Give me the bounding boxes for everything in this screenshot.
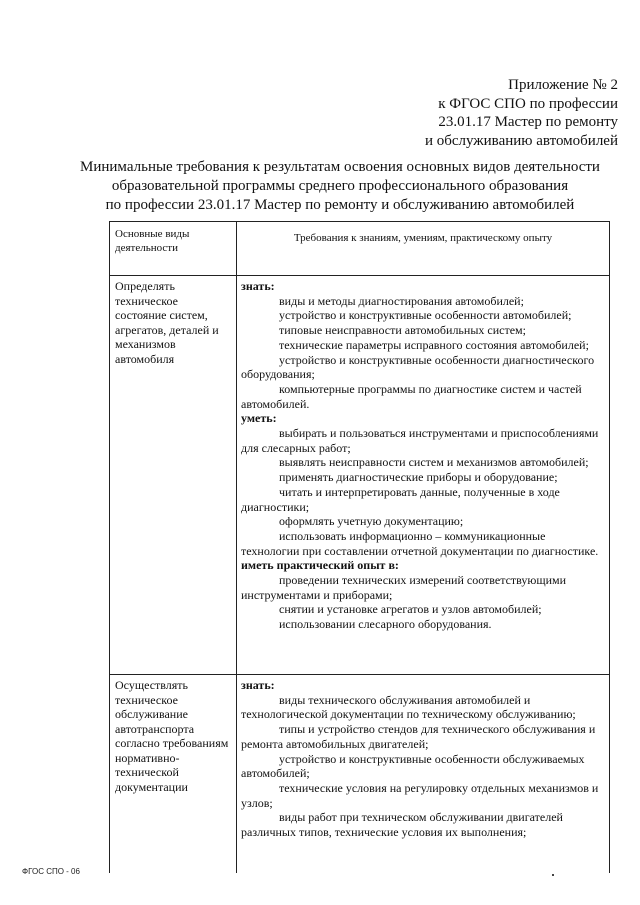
requirement-item: типовые неисправности автомобильных систем; [279, 323, 526, 338]
section-label: иметь практический опыт в: [241, 558, 399, 573]
requirement-item: проведении технических измерений соответствующими инструментами и приборами; [241, 573, 567, 602]
header-activities: Основные виды деятельности [110, 222, 237, 276]
requirement-item: виды работ при техническом обслуживании двигателей различных типов, технические условия их выполнения; [241, 810, 563, 840]
requirement-item: технические параметры исправного состояния автомобилей; [279, 337, 589, 352]
requirement-item: устройство и конструктивные особенности автомобилей; [279, 308, 572, 323]
requirement-item: применять диагностические приборы и оборудование; [279, 470, 558, 485]
requirement-item: виды технического обслуживания автомобилей и технологической документации по техническому обслуживанию; [241, 692, 576, 722]
table-row [110, 675, 610, 874]
requirement-item: компьютерные программы по диагностике систем и частей автомобилей. [241, 381, 582, 411]
requirement-item: использовании слесарного оборудования. [279, 617, 492, 632]
requirements-table [109, 221, 610, 873]
requirement-item: технические условия на регулировку отдельных механизмов и узлов; [241, 780, 599, 810]
activity-cell: Определять техническое состояние систем, агрегатов, деталей и механизмов автомобиля [110, 276, 237, 675]
requirement-item: использовать информационно – коммуникационные технологии при составлении отчетной документации по диагностике. [241, 528, 599, 558]
title-line: образовательной программы среднего профессионального образования [111, 178, 569, 194]
document-title [60, 158, 620, 215]
section-label: знать: [241, 279, 275, 293]
table-header-row [110, 222, 610, 276]
requirement-item: снятии и установке агрегатов и узлов автомобилей; [279, 602, 542, 617]
requirement-item: виды и методы диагностирования автомобилей; [279, 293, 524, 308]
requirements-cell [237, 276, 610, 675]
activity-cell: Осуществлять техническое обслуживание автотранспорта согласно требованиям нормативно-технической документации [110, 675, 237, 874]
requirement-item: читать и интерпретировать данные, полученные в ходе диагностики; [241, 484, 560, 514]
requirement-item: устройство и конструктивные особенности обслуживаемых автомобилей; [241, 751, 585, 781]
section-label: знать: [241, 678, 275, 692]
requirements-cell [237, 675, 610, 874]
table-row [110, 276, 610, 675]
requirement-item: оформлять учетную документацию; [279, 514, 464, 529]
header-requirements: Требования к знаниям, умениям, практическому опыту [237, 222, 610, 276]
title-line: Минимальные требования к результатам освоения основных видов деятельности [80, 159, 600, 175]
appendix-line: Приложение № 2 [508, 77, 618, 93]
title-line: по профессии 23.01.17 Мастер по ремонту и обслуживанию автомобилей [105, 197, 575, 213]
appendix-line: 23.01.17 Мастер по ремонту [438, 114, 618, 130]
appendix-heading [318, 76, 618, 150]
appendix-line: и обслуживанию автомобилей [424, 132, 618, 149]
requirement-item: выявлять неисправности систем и механизмов автомобилей; [279, 455, 589, 470]
requirement-item: выбирать и пользоваться инструментами и приспособлениями для слесарных работ; [241, 426, 599, 455]
requirement-item: устройство и конструктивные особенности диагностического оборудования; [241, 352, 595, 382]
scan-speck [552, 874, 554, 876]
requirement-item: типы и устройство стендов для технического обслуживания и ремонта автомобильных двигателей; [241, 722, 596, 751]
footer-code: ФГОС СПО - 06 [22, 867, 80, 876]
appendix-line: к ФГОС СПО по профессии [438, 95, 618, 112]
section-label: уметь: [241, 411, 277, 426]
